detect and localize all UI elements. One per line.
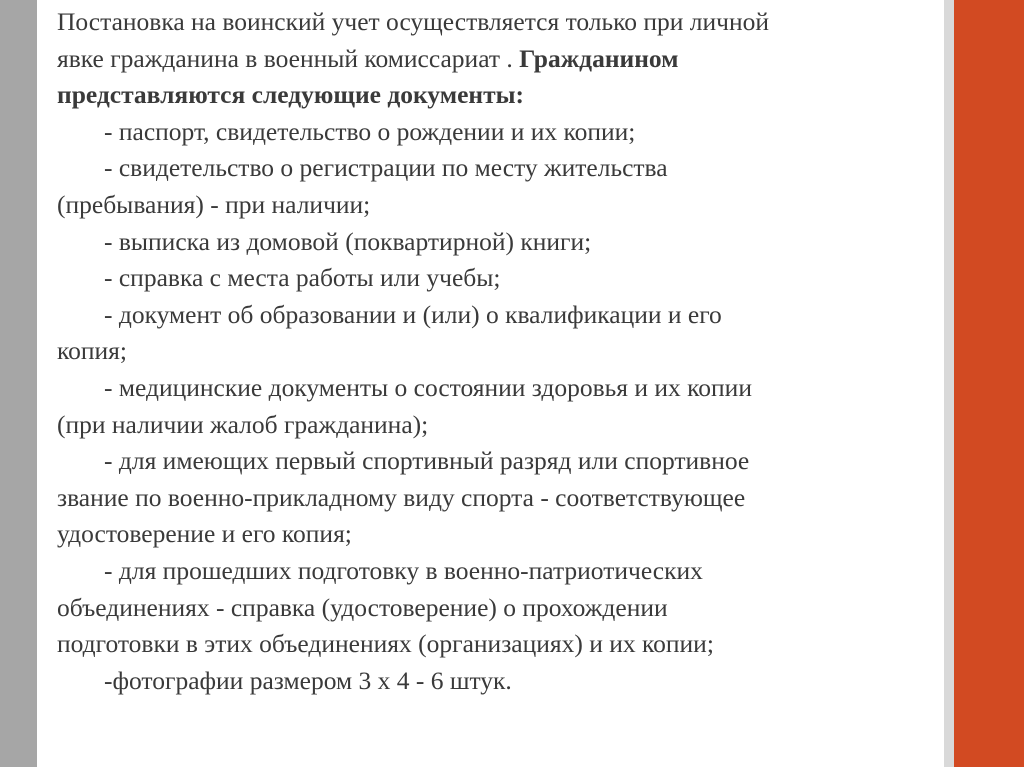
intro-line-2 xyxy=(57,41,937,78)
left-decorative-bar xyxy=(0,0,37,767)
list-item: - справка с места работы или учебы; xyxy=(104,263,501,293)
intro-line-2-bold: Гражданином xyxy=(519,43,679,73)
list-item-continuation: подготовки в этих объединениях (организациях) и их копии; xyxy=(57,629,714,659)
list-item: - выписка из домовой (поквартирной) книги; xyxy=(104,226,592,256)
list-item: - паспорт, свидетельство о рождении и их копии; xyxy=(104,116,636,146)
list-item-continuation: объединениях - справка (удостоверение) о прохождении xyxy=(57,592,668,622)
list-item: - документ об образовании и (или) о квалификации и его xyxy=(104,299,722,329)
slide-body-text xyxy=(57,4,937,699)
intro-line-3: представляются следующие документы: xyxy=(57,80,525,110)
list-item-continuation: звание по военно-прикладному виду спорта - соответствующее xyxy=(57,482,746,512)
list-item: - для прошедших подготовку в военно-патриотических xyxy=(104,555,703,585)
list-item: - для имеющих первый спортивный разряд или спортивное xyxy=(104,446,750,476)
list-item-continuation: (пребывания) - при наличии; xyxy=(57,189,371,219)
list-item-continuation: (при наличии жалоб гражданина); xyxy=(57,409,429,439)
intro-line-1: Постановка на воинский учет осуществляется только при личной xyxy=(57,7,770,36)
intro-line-2-regular: явке гражданина в военный комиссариат . xyxy=(57,43,520,73)
right-gray-stripe xyxy=(944,0,954,767)
list-item: -фотографии размером 3 х 4 - 6 штук. xyxy=(104,665,512,695)
list-item-continuation: копия; xyxy=(57,336,127,366)
list-item: - свидетельство о регистрации по месту жительства xyxy=(104,153,668,183)
right-accent-bar xyxy=(954,0,1024,767)
list-item: - медицинские документы о состоянии здоровья и их копии xyxy=(104,372,752,402)
list-item-continuation: удостоверение и его копия; xyxy=(57,519,352,549)
